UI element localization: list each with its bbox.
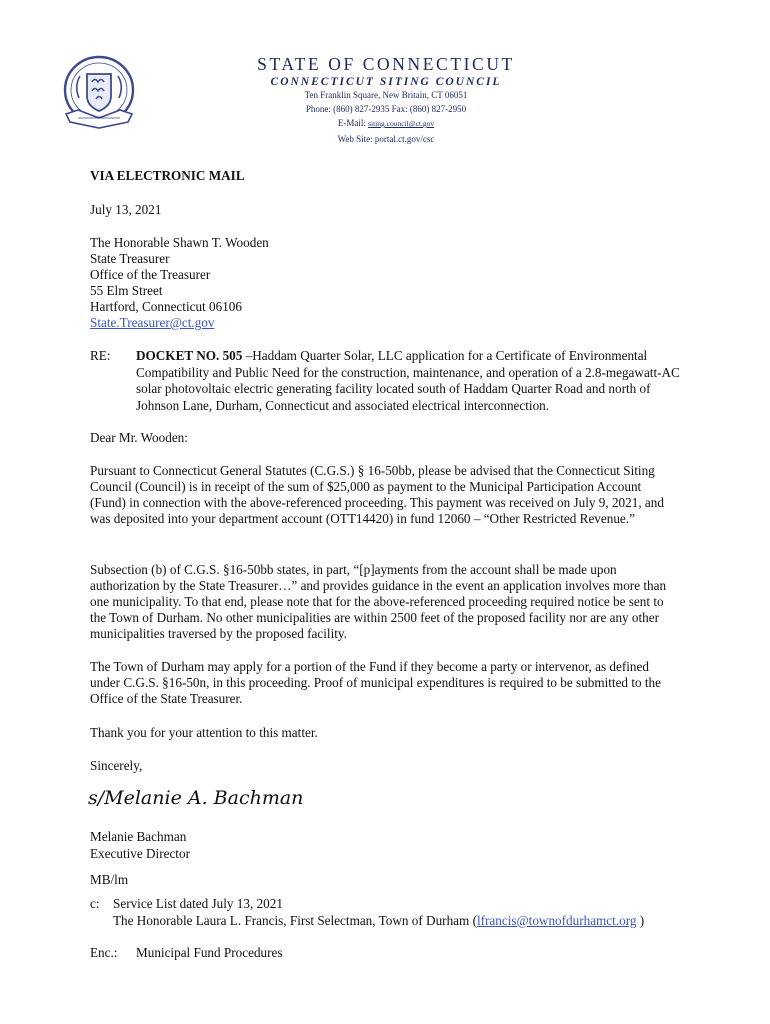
cc-line-2-prefix: The Honorable Laura L. Francis, First Selectman, Town of Durham ( <box>113 912 477 928</box>
paragraph-4: Thank you for your attention to this matter. <box>90 725 318 740</box>
re-description: –Haddam Quarter Solar, LLC application for a Certificate of Environmental Compatibility and Public Need for the construction, maintenance, and operation of a 2.8-megawatt-AC solar photovoltaic electric generating facility located south of Haddam Quarter Road and north of Johnson Lane, Durham, Connecticut and associated electrical interconnection. <box>136 348 680 413</box>
recipient-city: Hartford, Connecticut 06106 <box>90 299 242 314</box>
letterhead-phone: Phone: (860) 827-2935 Fax: (860) 827-2950 <box>305 104 467 114</box>
typist-initials: MB/lm <box>90 872 129 887</box>
delivery-method: VIA ELECTRONIC MAIL <box>90 168 245 183</box>
cc-list <box>113 896 644 929</box>
cc-line-2 <box>113 913 644 930</box>
enclosure-label: Enc.: <box>90 945 118 960</box>
paragraph-2: Subsection (b) of C.G.S. §16-50bb states, in part, “[p]ayments from the account shall be made upon authorization by the State Treasurer…” and provides guidance in the event an application involves more than one municipality. To that end, please note that for the above-referenced proceeding required notice be sent to the Town of Durham. No other municipalities are within 2500 feet of the proposed facility nor are any other municipalities traversed by the proposed facility. <box>90 562 667 641</box>
signer-title: Executive Director <box>90 846 190 861</box>
letterhead-council: CONNECTICUT SITING COUNCIL <box>270 76 502 88</box>
letter-date: July 13, 2021 <box>90 202 162 217</box>
letterhead-email-link[interactable]: siting.council@ct.gov <box>368 119 435 128</box>
recipient-name: The Honorable Shawn T. Wooden <box>90 235 269 250</box>
signer-name: Melanie Bachman <box>90 829 187 844</box>
state-seal-icon <box>58 52 140 134</box>
cc-email-link[interactable]: lfrancis@townofdurhamct.org <box>476 912 637 928</box>
signature: s/Melanie A. Bachman <box>88 787 304 809</box>
recipient-street: 55 Elm Street <box>90 283 163 298</box>
letterhead-website: Web Site: portal.ct.gov/csc <box>337 134 435 144</box>
recipient-email-link[interactable]: State.Treasurer@ct.gov <box>90 315 215 330</box>
recipient-title: State Treasurer <box>90 251 170 266</box>
paragraph-3: The Town of Durham may apply for a portion of the Fund if they become a party or intervenor, as defined under C.G.S. §16-50n, in this proceeding. Proof of municipal expenditures is required to be submitted to the Office of the State Treasurer. <box>90 659 661 706</box>
letterhead-email-label: E-Mail: <box>337 118 366 128</box>
docket-number: DOCKET NO. 505 <box>136 348 243 363</box>
cc-label: c: <box>90 896 100 911</box>
cc-line-1: Service List dated July 13, 2021 <box>113 896 283 911</box>
cc-line-2-suffix: ) <box>636 912 645 928</box>
re-subject <box>136 348 682 414</box>
paragraph-1: Pursuant to Connecticut General Statutes (C.G.S.) § 16-50bb, please be advised that the Connecticut Siting Council (Council) is in receipt of the sum of $25,000 as payment to the Municipal Participation Account (Fund) in connection with the above-referenced proceeding. This payment was received on July 9, 2021, and was deposited into your department account (OTT14420) in fund 12060 – “Other Restricted Revenue.” <box>90 463 664 526</box>
closing: Sincerely, <box>90 758 143 773</box>
re-label: RE: <box>90 348 111 363</box>
salutation: Dear Mr. Wooden: <box>90 430 188 445</box>
letterhead-address: Ten Franklin Square, New Britain, CT 06051 <box>304 90 468 100</box>
letterhead-email-line <box>236 118 536 128</box>
enclosure-text: Municipal Fund Procedures <box>136 945 283 960</box>
letterhead-state: STATE OF CONNECTICUT <box>257 54 515 74</box>
recipient-office: Office of the Treasurer <box>90 267 211 282</box>
